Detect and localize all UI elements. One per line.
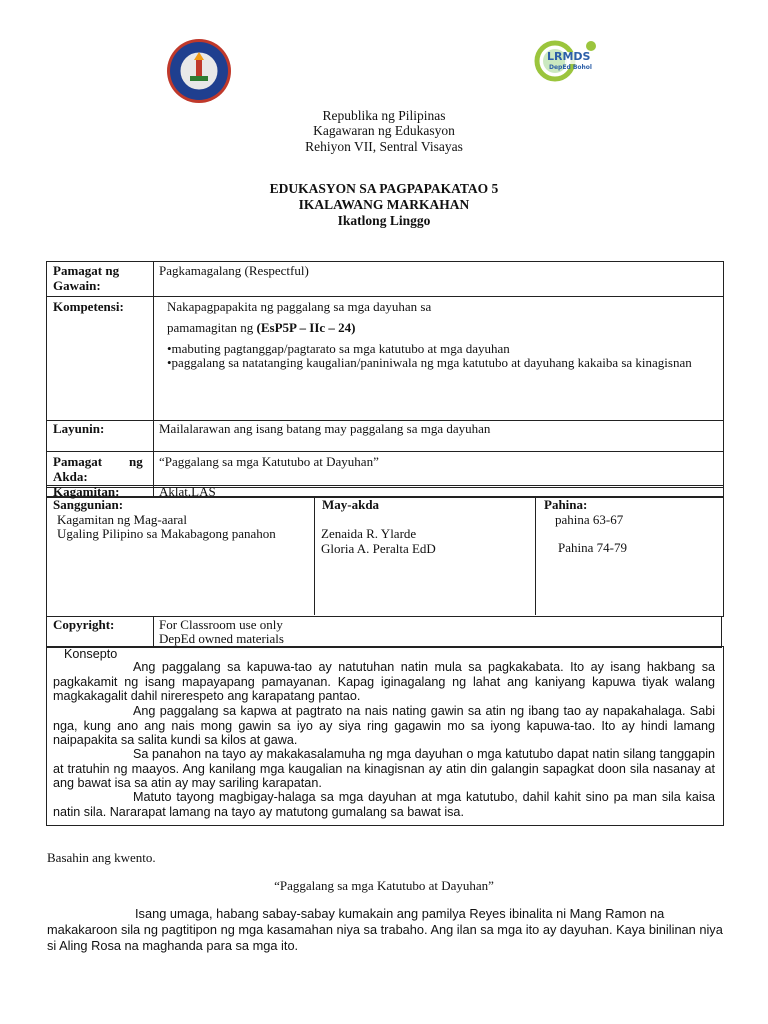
materials-label: Kagamitan: (53, 484, 120, 499)
competency-line1: Nakapagpapakita ng paggalang sa mga dayuhan sa (167, 299, 432, 314)
lrmds-logo (525, 28, 629, 94)
references-label: Sanggunian: (53, 497, 124, 512)
header-region: Rehiyon VII, Sentral Visayas (305, 139, 463, 154)
work-title-label-3: Akda: (53, 469, 88, 484)
concept-paragraph-2 (53, 704, 715, 748)
concept-paragraph-2-text: Ang paggalang sa kapwa at pagtrato na nais nating gawin sa atin ng ibang tao ay napakahalaga. Sabi nga, kung ano ang nais mong gawin sa iyo ay siya ring gagawin mo sa iyong kapuwa-tao. Ito ay hindi lamang naipapakita sa salita kundi sa kilos at gawa. (53, 704, 715, 748)
competency-bullet-2: •paggalang sa natatanging kaugalian/paniniwala ng mga katutubo at dayuhang kakaiba sa kinagisnan (167, 355, 692, 370)
copyright-label: Copyright: (53, 617, 115, 632)
activity-title-value: Pagkamagalang (Respectful) (159, 263, 309, 278)
concept-paragraph-1 (53, 660, 715, 704)
concept-paragraph-1-text: Ang paggalang sa kapuwa-tao ay natutuhan natin mula sa pagkakabata. Ito ay isang hakbang sa pagkakamit ng isang mapayapang pamayanan. Kapag iginagalang ng lahat ang kaniyang kapuwa tiyak walang magkakagalit dahil nirerespeto ang karapatang pantao. (53, 660, 715, 704)
reference-1-pages: pahina 63-67 (555, 512, 624, 527)
concept-paragraph-4-text: Matuto tayong magbigay-halaga sa mga dayuhan at mga katutubo, dahil kahit sino pa man sila kaisa natin sila. Nararapat lamang na tayo ay matutong gumalang sa bawat isa. (53, 790, 715, 819)
competency-bullet-1: •mabuting pagtanggap/pagtarato sa mga katutubo at mga dayuhan (167, 341, 510, 356)
header-republic: Republika ng Pilipinas (322, 108, 446, 123)
reference-1-author: Zenaida R. Ylarde (321, 526, 417, 541)
pages-column-label: Pahina: (544, 497, 588, 512)
objective-label: Layunin: (53, 421, 105, 436)
lrmds-logo-text: LRMDS (547, 50, 591, 63)
competency-code: (EsP5P – IIc – 24) (256, 320, 356, 335)
copyright-line-2: DepEd owned materials (159, 631, 284, 646)
author-column-label: May-akda (322, 497, 380, 512)
concept-paragraph-4 (53, 790, 715, 819)
competency-line2 (167, 320, 355, 335)
materials-value: Aklat,LAS (159, 484, 216, 499)
work-title-label-1: Pamagat (53, 454, 103, 469)
story-paragraph-1 (47, 906, 727, 954)
concept-paragraph-3-text: Sa panahon na tayo ay makakasalamuha ng mga dayuhan o mga katutubo dapat natin silang tanggapin at tratuhin ng maayos. Ang kanilang mga kaugalian na kinagisnan ay atin din galangin sapagkat doon sila nasanay at ang bawat isa sa atin ay may sariling karapatan. (53, 747, 715, 791)
quarter-title: IKALAWANG MARKAHAN (298, 197, 470, 212)
objective-value: Mailalarawan ang isang batang may paggalang sa mga dayuhan (159, 421, 491, 436)
reference-1-title: Kagamitan ng Mag-aaral (57, 512, 187, 527)
copyright-line-1: For Classroom use only (159, 617, 283, 632)
concept-paragraph-3 (53, 747, 715, 791)
reading-instruction: Basahin ang kwento. (47, 850, 156, 865)
reference-2-author: Gloria A. Peralta EdD (321, 541, 436, 556)
header-department: Kagawaran ng Edukasyon (313, 123, 455, 138)
concept-label: Konsepto (64, 647, 118, 661)
competency-label: Kompetensi: (53, 299, 124, 314)
week-title: Ikatlong Linggo (337, 213, 431, 228)
work-title-value: “Paggalang sa mga Katutubo at Dayuhan” (159, 454, 379, 469)
reference-2-pages: Pahina 74-79 (558, 540, 627, 555)
competency-line2-text: pamamagitan ng (167, 320, 257, 335)
story-paragraph-1-text: Isang umaga, habang sabay-sabay kumakain ang pamilya Reyes ibinalita ni Mang Ramon na makakaroon sila ng pagtitipon ng mga kasamahan niya sa trabaho. Ang ilan sa mga ito ay dayuhan. Kaya binilinan niya si Aling Rosa na maghanda para sa mga ito. (47, 906, 723, 953)
work-title-label-2: ng (129, 454, 143, 469)
lrmds-logo-subtext: DepEd Bohol (549, 64, 592, 71)
activity-title-label: Pamagat ng Gawain: (53, 263, 120, 293)
deped-seal-logo (166, 38, 232, 104)
story-title: “Paggalang sa mga Katutubo at Dayuhan” (274, 878, 494, 893)
reference-2-title: Ugaling Pilipino sa Makabagong panahon (57, 526, 276, 541)
subject-title: EDUKASYON SA PAGPAPAKATAO 5 (269, 181, 499, 196)
